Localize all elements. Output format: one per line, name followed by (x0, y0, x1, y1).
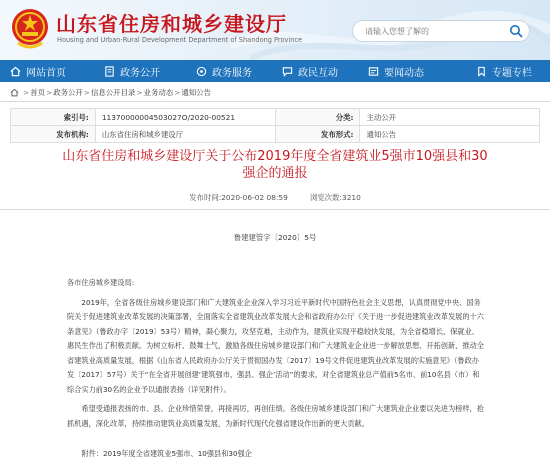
nav-label: 专题专栏 (492, 67, 532, 79)
nav-item-interaction[interactable] (282, 60, 338, 82)
site-subtitle: Housing and Urban-Rural Development Department of Shandong Province (57, 36, 303, 44)
category-value: 主动公开 (360, 109, 540, 126)
index-value: 11370000004503027O/2020-00521 (95, 109, 275, 126)
nav-label: 政务公开 (120, 67, 160, 79)
salutation: 各市住房城乡建设局: (67, 278, 135, 287)
site-title[interactable]: 山东省住房和城乡建设厅 (56, 12, 287, 36)
category-label: 分类: (275, 109, 360, 126)
chat-icon (282, 66, 293, 77)
nav-item-news[interactable] (368, 60, 424, 82)
main-nav (0, 60, 550, 82)
type-label: 发布形式: (275, 126, 360, 143)
article-info-divider (0, 209, 550, 210)
nav-item-gov-open[interactable] (104, 60, 160, 82)
nav-label: 政务服务 (212, 67, 252, 79)
search-input[interactable] (353, 21, 503, 41)
type-value: 通知公告 (360, 126, 540, 143)
breadcrumb-gov-open[interactable]: 政务公开 (53, 88, 83, 97)
breadcrumb-notice[interactable]: 通知公告 (181, 88, 211, 97)
attachment-link[interactable]: 附件：2019年度全省建筑业5强市、10强县和30强企 (81, 449, 252, 458)
issuer-value: 山东省住房和城乡建设厅 (95, 126, 275, 143)
site-header (0, 0, 550, 60)
article-body (67, 276, 485, 466)
document-icon (104, 66, 115, 77)
search-icon[interactable] (509, 24, 523, 38)
issuer-label: 发布机构: (11, 126, 96, 143)
document-meta-table (10, 108, 540, 143)
meta-row (11, 109, 540, 126)
nav-item-gov-service[interactable] (196, 60, 252, 82)
nav-label: 要闻动态 (384, 67, 424, 79)
nav-item-topics[interactable] (476, 60, 532, 82)
document-number: 鲁建建管字〔2020〕5号 (233, 233, 317, 242)
service-icon (196, 66, 207, 77)
bookmark-icon (476, 66, 487, 77)
breadcrumb-catalog[interactable]: 信息公开目录 (90, 88, 136, 97)
article-info: 发布时间:2020-06-02 08:59 浏览次数:3210 (189, 193, 361, 202)
home-icon (10, 66, 21, 77)
meta-row (11, 126, 540, 143)
nav-item-home[interactable] (10, 60, 66, 82)
nav-label: 政民互动 (298, 67, 338, 79)
breadcrumb-divider (0, 101, 550, 102)
news-icon (368, 66, 379, 77)
nav-label: 网站首页 (26, 67, 66, 79)
breadcrumb: > 首页 > 政务公开 > 信息公开目录 > 业务动态 > 通知公告 (10, 87, 211, 98)
breadcrumb-home[interactable]: 首页 (30, 88, 45, 97)
body-paragraph: 2019年，全省各级住房城乡建设部门和广大建筑业企业深入学习习近平新时代中国特色社会主义思想，认真贯彻党中央、国务院关于促进建筑业改革发展的决策部署，全面落实全省建筑业改革发展大会和省政府办公厅《关于进一步促进建筑业改革发展的十六条意见》（鲁政办字〔2019〕53号）精神，凝心聚力，攻坚克难，主动作为，建筑业实现平稳较快发展，为全省稳增长、保就业、惠民生作出了积极贡献。为树立标杆、鼓舞士气，激励各级住房城乡建设部门和广大建筑业企业进一步解放思想、开拓创新，推动全省建筑业高质量发展，根据《山东省人民政府办公厅关于贯彻国办发〔2017〕19号文件促进建筑业改革发展的实施意见》（鲁政办发〔2017〕57号）关于“在全省开展创建‘建筑强市、强县、强企’活动”的要求，对全省建筑业总产值前5名市、前10名县（市）和综合实力前30名的企业予以通报表扬（详见附件）。 (67, 297, 484, 394)
index-label: 索引号: (11, 109, 96, 126)
body-paragraph: 希望受通报表扬的市、县、企业珍惜荣誉，再接再厉，再创佳绩。各级住房城乡建设部门和广大建筑业企业要以先进为榜样，抢抓机遇，深化改革，持续推动建筑业高质量发展，为新时代现代化强省建设作出新的更大贡献。 (67, 404, 484, 428)
national-emblem-icon[interactable] (10, 7, 50, 51)
breadcrumb-business[interactable]: 业务动态 (143, 88, 174, 97)
article-title: 山东省住房和城乡建设厅关于公布2019年度全省建筑业5强市10强县和30强企的通报 (62, 149, 488, 181)
breadcrumb-home-icon (10, 88, 19, 97)
search-box (352, 20, 530, 42)
